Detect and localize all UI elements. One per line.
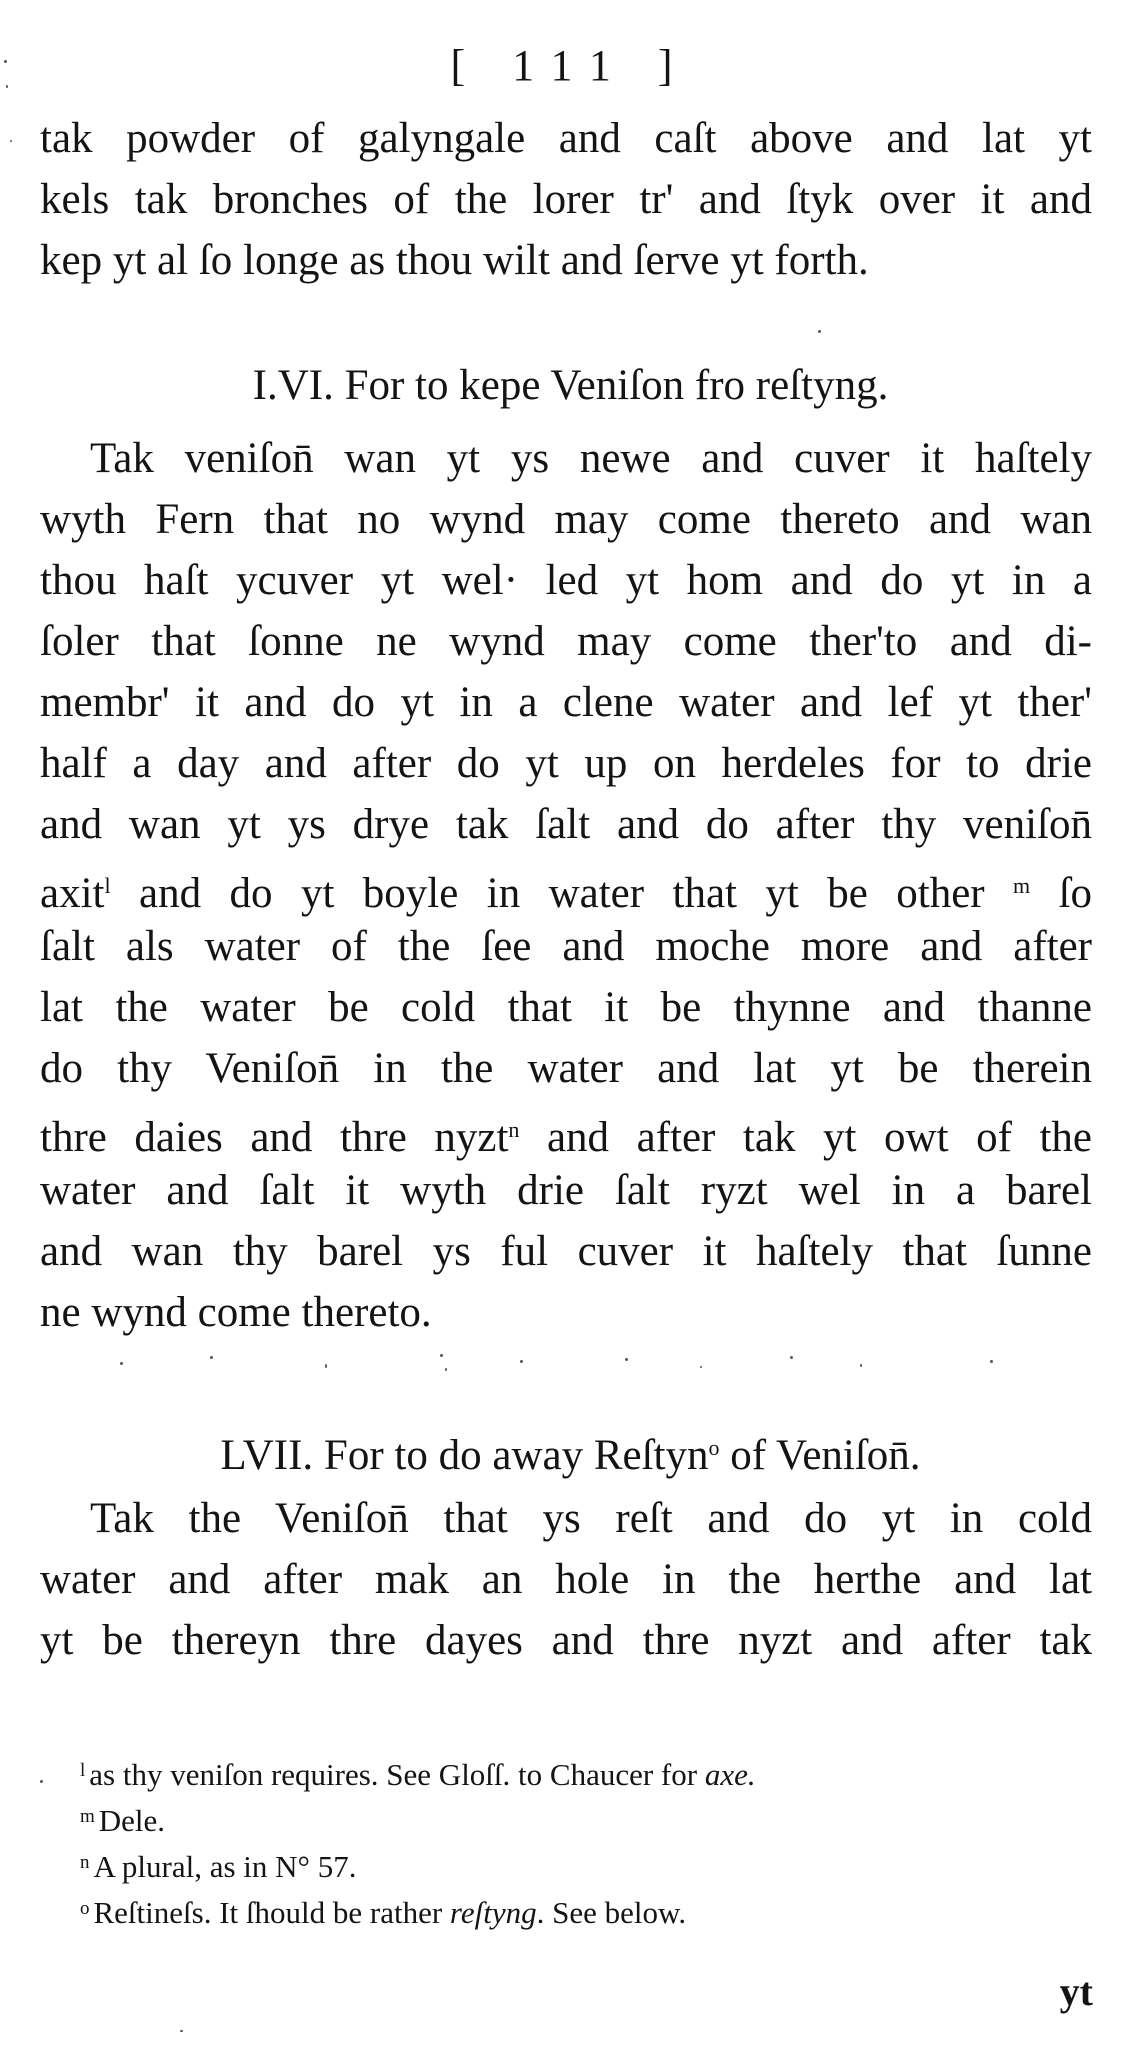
footnote-ref-o: o: [708, 1435, 720, 1460]
footnote-ref-n: n: [508, 1117, 520, 1142]
speck: [990, 1360, 993, 1363]
speck: [860, 1364, 862, 1367]
section-lvii-paragraph: [40, 1488, 1092, 1671]
footnote-text: A plural, as in N° 57.: [93, 1849, 357, 1884]
text-line: Tak the Veniſon̄ that ys reſt and do yt in cold: [90, 1495, 1092, 1542]
text-line: membr' it and do yt in a clene water and lef yt ther': [40, 679, 1092, 726]
text-run: axit: [40, 870, 105, 917]
section-heading-lvii: [0, 1418, 1141, 1486]
text-line: tak powder of galyngale and caſt above and lat yt: [40, 115, 1092, 162]
footnote-mark: o: [80, 1898, 90, 1919]
speck: [700, 1366, 702, 1368]
footnote: [80, 1888, 1080, 1934]
bleed-through-specks: [100, 1348, 1040, 1378]
text-line: and wan yt ys drye tak ſalt and do after thy veniſon̄: [40, 801, 1092, 848]
footnote-text: Dele.: [98, 1803, 166, 1838]
speck: [325, 1364, 327, 1368]
text-line: yt be thereyn thre dayes and thre nyzt and after tak: [40, 1617, 1092, 1664]
footnote-mark: n: [80, 1852, 90, 1873]
text-line: do thy Veniſon̄ in the water and lat yt be therein: [40, 1045, 1092, 1092]
footnote-text: as thy veniſon requires. See Gloſſ. to Chaucer for: [89, 1757, 705, 1792]
text-run: thre daies and thre nyzt: [40, 1114, 509, 1161]
speck: [180, 2030, 183, 2032]
speck: [6, 85, 8, 88]
footnote-ref-m: m: [1013, 873, 1031, 898]
footnote-text: Reſtineſs. It ſhould be rather: [93, 1895, 450, 1930]
text-line: kep yt al ſo longe as thou wilt and ſerve yt forth.: [40, 237, 869, 284]
footnote-italic: axe.: [704, 1757, 756, 1792]
speck: [625, 1358, 628, 1361]
page-number: [ 111 ]: [450, 41, 691, 90]
heading-run: of Veniſon̄.: [730, 1432, 921, 1479]
text-run: and do yt boyle in water that yt be other: [139, 870, 985, 917]
text-line: ne wynd come thereto.: [40, 1289, 432, 1336]
speck: [440, 1354, 443, 1357]
text-line: ſalt als water of the ſee and moche more and after: [40, 923, 1092, 970]
text-line: water and after mak an hole in the herthe and lat: [40, 1556, 1092, 1603]
section-heading-lvi: I.VI. For to kepe Veniſon fro reſtyng.: [252, 362, 889, 409]
continued-paragraph: [40, 108, 1092, 291]
footnote-ref-l: l: [104, 873, 111, 898]
text-run: ſo: [1058, 870, 1093, 917]
footnote-mark: m: [80, 1806, 95, 1827]
text-line: [40, 855, 1092, 916]
footnote: [80, 1842, 1080, 1888]
text-line: wyth Fern that no wynd may come thereto and wan: [40, 496, 1092, 543]
speck: [40, 1780, 43, 1783]
section-lvi-paragraph: [40, 428, 1092, 1343]
text-run: and after tak yt owt of the: [546, 1114, 1092, 1161]
speck: [445, 1368, 447, 1371]
footnote-mark: l: [80, 1760, 86, 1781]
footnote: [80, 1750, 1080, 1796]
catchword: yt: [1059, 1969, 1093, 2014]
text-line: water and ſalt it wyth drie ſalt ryzt wel in a barel: [40, 1167, 1092, 1214]
speck: [10, 140, 12, 142]
speck: [818, 330, 821, 333]
text-line: lat the water be cold that it be thynne and thanne: [40, 984, 1092, 1031]
speck: [520, 1360, 523, 1363]
footnote: [80, 1796, 1080, 1842]
heading-run: LVII. For to do away Reſtyn: [220, 1432, 709, 1479]
text-line: [40, 1099, 1092, 1160]
footnotes: [80, 1750, 1080, 1934]
speck: [790, 1356, 793, 1359]
speck: [210, 1356, 213, 1359]
text-line: ſoler that ſonne ne wynd may come ther'to and di-: [40, 618, 1092, 665]
text-line: kels tak bronches of the lorer tr' and ſtyk over it and: [40, 176, 1092, 223]
speck: [120, 1362, 123, 1365]
speck: [4, 60, 7, 63]
text-line: half a day and after do yt up on herdeles for to drie: [40, 740, 1092, 787]
footnote-italic: reſtyng: [449, 1895, 537, 1930]
text-line: Tak veniſon̄ wan yt ys newe and cuver it haſtely: [90, 435, 1092, 482]
footnote-text: . See below.: [536, 1895, 687, 1930]
text-line: and wan thy barel ys ful cuver it haſtely that ſunne: [40, 1228, 1092, 1275]
text-line: thou haſt ycuver yt wel· led yt hom and do yt in a: [40, 557, 1092, 604]
